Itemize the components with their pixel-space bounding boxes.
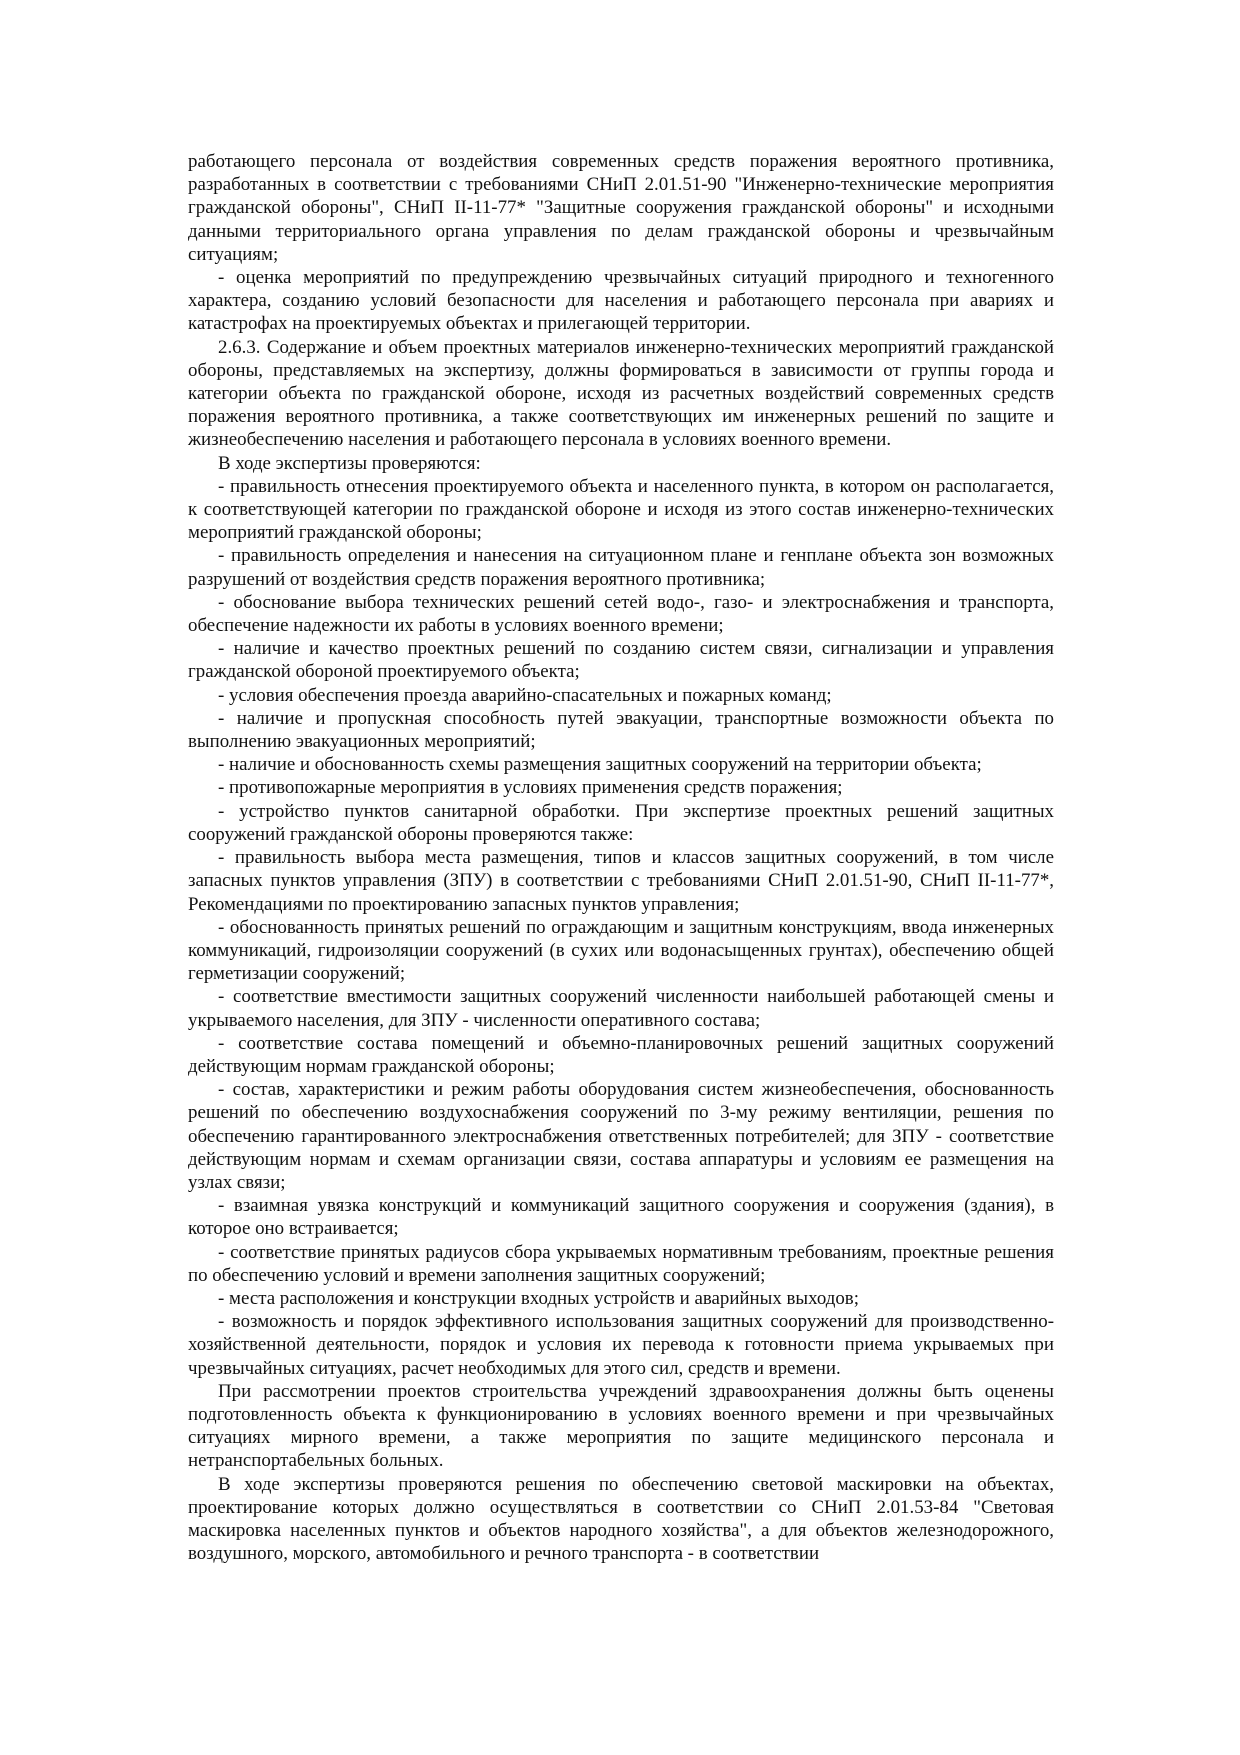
- light-masking-paragraph: В ходе экспертизы проверяются решения по обеспечению световой маскировки на объектах, проектирование которых должно осуществляться в соответствии со СНиП 2.01.53-84 "Световая маскировка населенных пунктов и объектов народного хозяйства", а для объектов железнодорожного, воздушного, морского, автомобильного и речного транспорта - в соответствии: [188, 1473, 1054, 1565]
- list-item: - правильность отнесения проектируемого объекта и населенного пункта, в котором он располагается, к соответствующей категории по гражданской обороне и исходя из этого состав инженерно-технических мероприятий гражданской обороны;: [188, 475, 1054, 544]
- document-page: [188, 150, 1054, 1565]
- list-item: - соответствие вместимости защитных сооружений численности наибольшей работающей смены и укрываемого населения, для ЗПУ - численности оперативного состава;: [188, 986, 1054, 1031]
- list-item: - обоснованность принятых решений по ограждающим и защитным конструкциям, ввода инженерных коммуникаций, гидроизоляции сооружений (в сухих или водонасыщенных грунтах), обеспечению общей герметизации сооружений;: [188, 916, 1054, 985]
- list-item: - возможность и порядок эффективного использования защитных сооружений для производственно-хозяйственной деятельности, порядок и условия их перевода к готовности приема укрываемых при чрезвычайных ситуациях, расчет необходимых для этого сил, средств и времени.: [188, 1311, 1054, 1379]
- section-2-6-3-paragraph: 2.6.3. Содержание и объем проектных материалов инженерно-технических мероприятий гражданской обороны, представляемых на экспертизу, должны формироваться в зависимости от группы города и категории объекта по гражданской обороне, исходя из расчетных воздействий современных средств поражения вероятного противника, а также соответствующих им инженерных решений по защите и жизнеобеспечению населения и работающего персонала в условиях военного времени.: [188, 336, 1054, 451]
- list-item: - условия обеспечения проезда аварийно-спасательных и пожарных команд;: [218, 684, 832, 706]
- list-item: - соответствие состава помещений и объемно-планировочных решений защитных сооружений действующим нормам гражданской обороны;: [188, 1032, 1054, 1077]
- healthcare-paragraph: При рассмотрении проектов строительства учреждений здравоохранения должны быть оценены подготовленность объекта к функционированию в условиях военного времени и при чрезвычайных ситуациях мирного времени, а также мероприятия по защите медицинского персонала и нетранспортабельных больных.: [188, 1380, 1054, 1472]
- list-item: - соответствие принятых радиусов сбора укрываемых нормативным требованиям, проектные решения по обеспечению условий и времени заполнения защитных сооружений;: [188, 1241, 1054, 1286]
- list-item: - обоснование выбора технических решений сетей водо-, газо- и электроснабжения и транспорта, обеспечение надежности их работы в условиях военного времени;: [188, 591, 1054, 637]
- list-item: - наличие и обоснованность схемы размещения защитных сооружений на территории объекта;: [218, 754, 982, 776]
- list-item: - взаимная увязка конструкций и коммуникаций защитного сооружения и сооружения (здания), в которое оно встраивается;: [188, 1195, 1054, 1240]
- paragraph-continuation: работающего персонала от воздействия современных средств поражения вероятного противника, разработанных в соответствии с требованиями СНиП 2.01.51-90 "Инженерно-технические мероприятия гражданской обороны", СНиП II-11-77* "Защитные сооружения гражданской обороны" и исходными данными территориального органа управления по делам гражданской обороны и чрезвычайным ситуациям;: [188, 151, 1054, 265]
- list-item-emergency-assessment: - оценка мероприятий по предупреждению чрезвычайных ситуаций природного и техногенного характера, созданию условий безопасности для населения и работающего персонала при авариях и катастрофах на проектируемых объектах и прилегающей территории.: [188, 267, 1054, 335]
- list-item: - противопожарные мероприятия в условиях применения средств поражения;: [218, 777, 843, 799]
- expertise-checks-intro: В ходе экспертизы проверяются:: [218, 452, 481, 474]
- list-item: - устройство пунктов санитарной обработки. При экспертизе проектных решений защитных сооружений гражданской обороны проверяются также:: [188, 800, 1054, 845]
- list-item: - правильность определения и нанесения на ситуационном плане и генплане объекта зон возможных разрушений от воздействия средств поражения вероятного противника;: [188, 545, 1054, 590]
- list-item: - состав, характеристики и режим работы оборудования систем жизнеобеспечения, обоснованность решений по обеспечению воздухоснабжения сооружений по 3-му режиму вентиляции, решения по обеспечению гарантированного электроснабжения ответственных потребителей; для ЗПУ - соответствие действующим нормам и схемам организации связи, состава аппаратуры и условиям ее размещения на узлах связи;: [188, 1079, 1054, 1193]
- list-item: - места расположения и конструкции входных устройств и аварийных выходов;: [218, 1287, 859, 1309]
- list-item: - наличие и качество проектных решений по созданию систем связи, сигнализации и управления гражданской обороной проектируемого объекта;: [188, 638, 1054, 683]
- list-item: - правильность выбора места размещения, типов и классов защитных сооружений, в том числе запасных пунктов управления (ЗПУ) в соответствии с требованиями СНиП 2.01.51-90, СНиП II-11-77*, Рекомендациями по проектированию запасных пунктов управления;: [188, 847, 1054, 915]
- list-item: - наличие и пропускная способность путей эвакуации, транспортные возможности объекта по выполнению эвакуационных мероприятий;: [188, 707, 1054, 753]
